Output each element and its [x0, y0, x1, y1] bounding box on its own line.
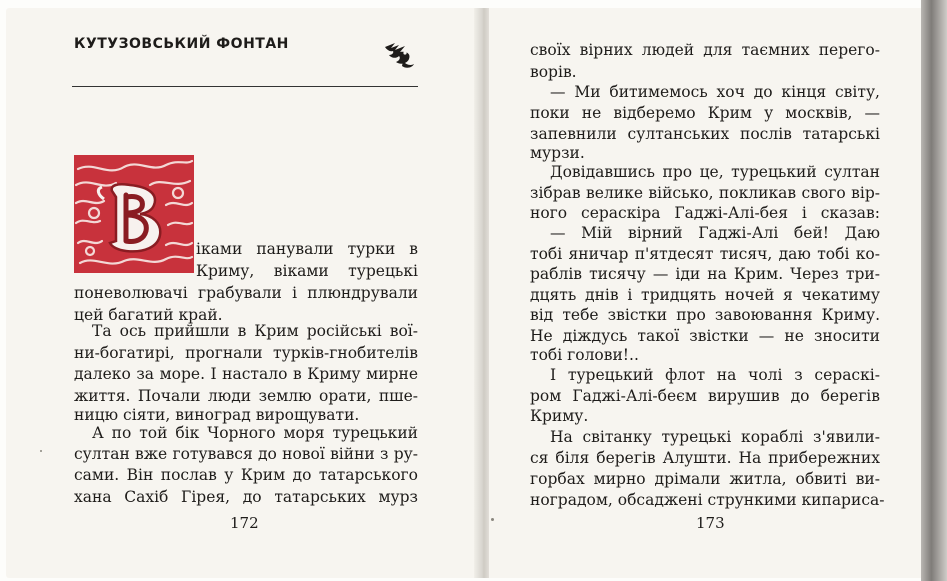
text-line: тобі яничар п'ятдесят тисяч, даю тобі ко- [530, 245, 880, 263]
text-line: раблів тисячу — іди на Крим. Через три- [530, 265, 880, 283]
text-line: дцять днів і тридцять ночей я чекатиму [530, 286, 880, 304]
text-line: А по той бік Чорного моря турецький [92, 424, 418, 442]
text-line: іками панували турки в [196, 240, 418, 258]
text-line: ного сераскіра Гаджі-Алі-бея і сказав: [530, 204, 880, 222]
header-rule [72, 86, 418, 87]
text-line: Довідавшись про це, турецький султан [550, 163, 880, 181]
text-line: ся біля берегів Алушти. На прибережних [530, 449, 880, 467]
text-line: горбах мирно дрімали житла, обвиті ви- [530, 470, 880, 488]
decorative-initial-icon [74, 155, 194, 273]
text-line: мурзи. [530, 144, 585, 162]
scan-speck [40, 450, 42, 452]
text-line: поневолювачі грабували і плюндрували [74, 284, 418, 302]
text-line: Та ось прийшли в Крим російські вої- [92, 322, 418, 340]
griffin-ornament-icon [381, 37, 417, 71]
text-line: І турецький флот на чолі з сераскі- [550, 366, 880, 384]
text-line: Криму. [530, 407, 589, 425]
text-line: Криму, віками турецькі [196, 262, 418, 280]
text-line: сами. Він послав у Крим до татарського [74, 466, 418, 484]
text-line: цей багатий край. [74, 306, 223, 324]
text-line: ноградом, обсаджені стрункими кипариса- [530, 491, 885, 509]
text-line: своїх вірних людей для таємних перего- [530, 41, 880, 59]
text-line: ни-богатирі, прогнали турків-гнобителів [74, 344, 418, 362]
page-number-left: 172 [230, 514, 259, 532]
text-line: хана Сахіб Гірея, до татарських мурз [74, 488, 418, 506]
scan-edge-shadow [921, 0, 947, 581]
text-line: На світанку турецькі кораблі з'явили- [550, 428, 880, 446]
text-line: Не діждусь такої звістки — не зносити [530, 327, 880, 345]
page-number-right: 173 [696, 514, 725, 532]
text-line: султан вже готувався до нової війни з ру- [74, 445, 418, 463]
text-line: від тебе звістки про завоювання Криму. [530, 306, 880, 324]
running-header: КУТУЗОВСЬКИЙ ФОНТАН [74, 36, 289, 52]
text-line: ром Гаджі-Алі-беєм вирушив до берегів [530, 387, 880, 405]
text-line: тобі голови!.. [530, 346, 639, 364]
text-line: ворів. [530, 63, 577, 81]
text-line: — Мій вірний Гаджі-Алі бей! Даю [550, 224, 880, 242]
text-line: запевнили султанських послів татарські [530, 125, 880, 143]
text-line: далеко за море. І настало в Криму мирне [74, 365, 418, 383]
text-line: — Ми битимемось хоч до кінця світу, [550, 83, 880, 101]
text-line: поки не відберемо Крим у москвів, — [530, 104, 880, 122]
text-line: зібрав велике військо, покликав свого вір- [530, 184, 880, 202]
scan-speck [491, 518, 494, 521]
text-line: життя. Почали люди землю орати, пше- [74, 387, 418, 405]
text-line: ницю сіяти, виноград вирощувати. [74, 406, 360, 424]
